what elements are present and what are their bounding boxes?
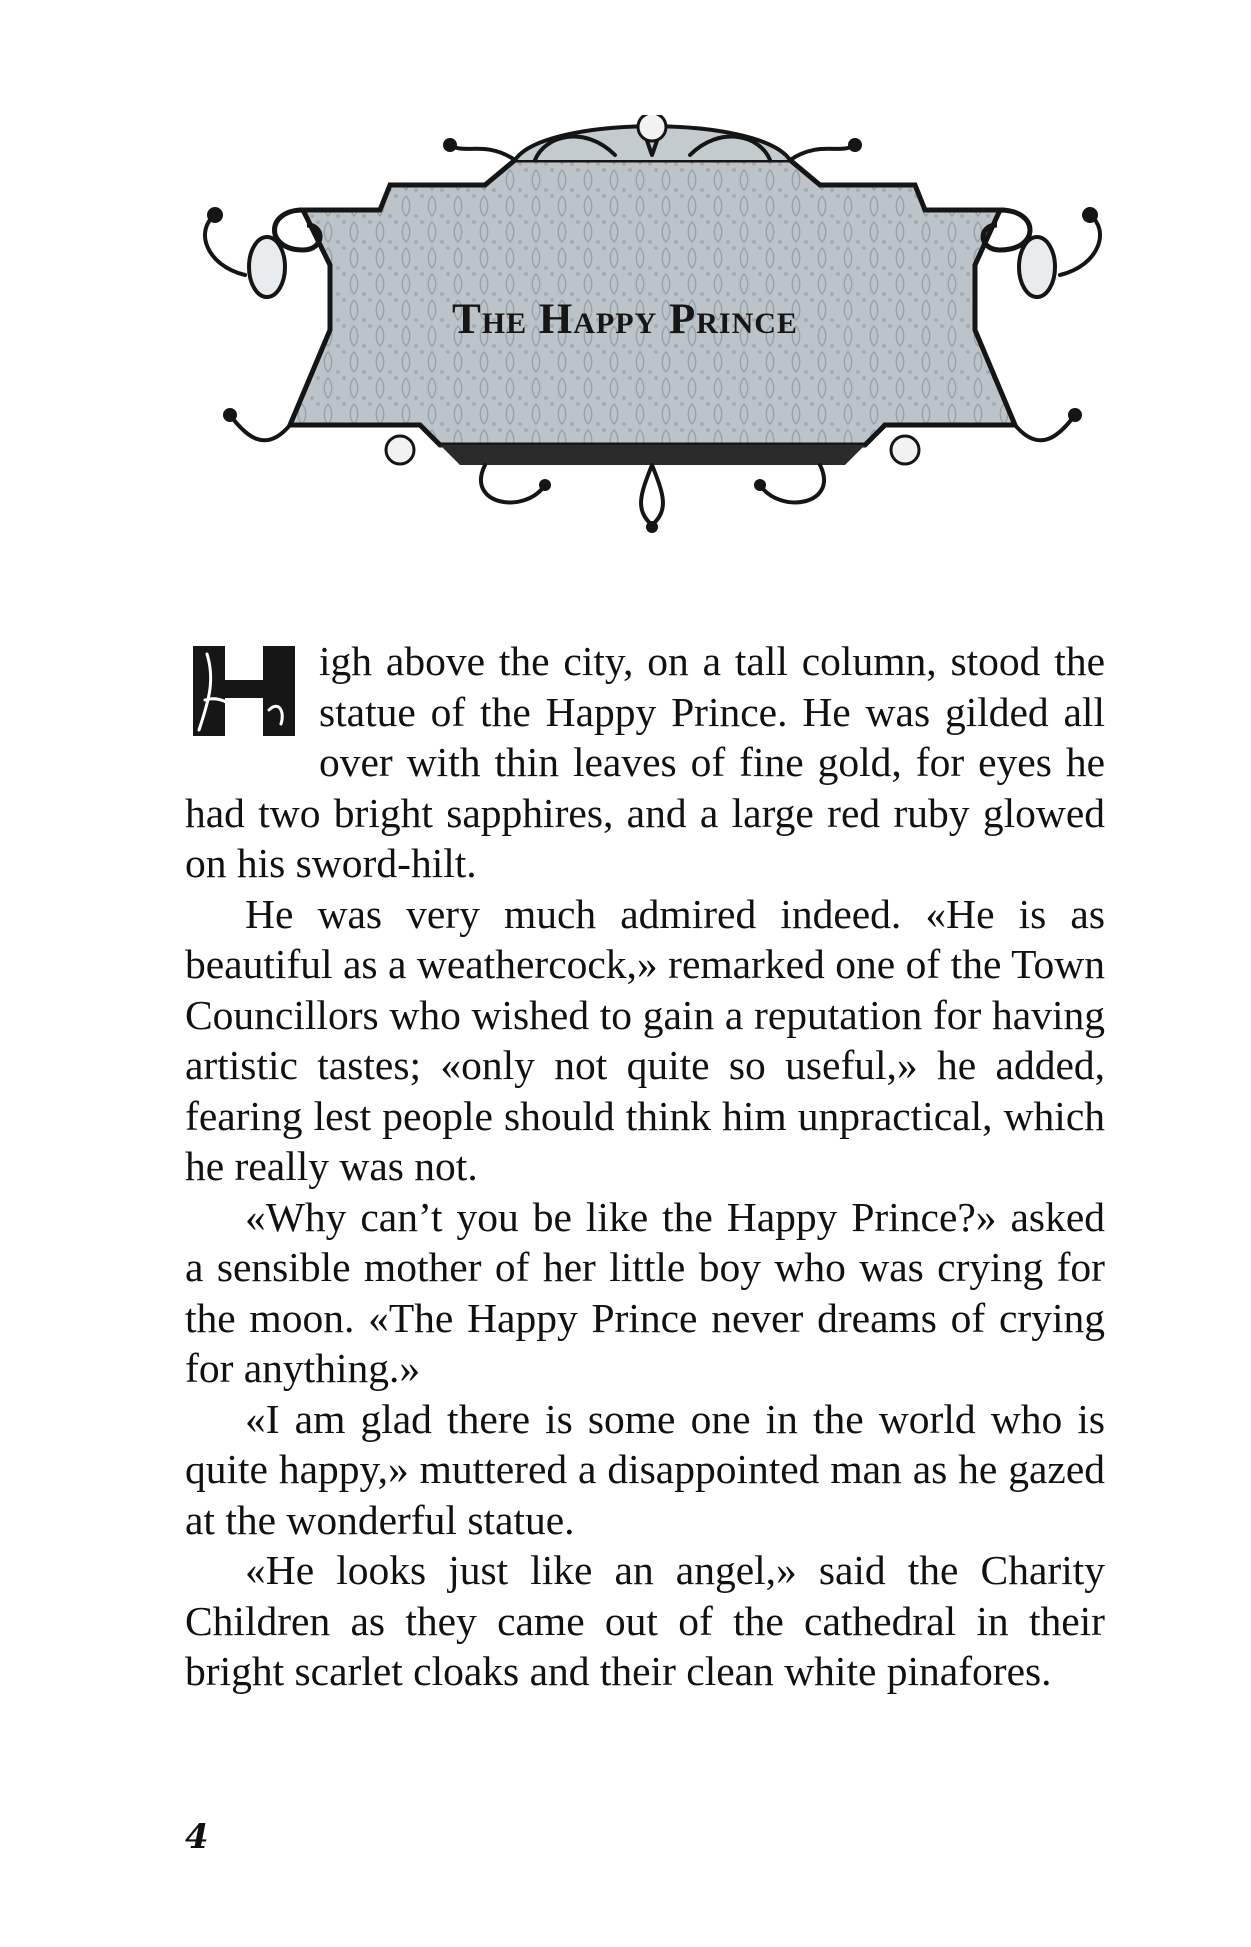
paragraph-1: igh above the city, on a tall column, stood the statue of the Happy Prince. He was gilded all over with thin leaves of fine gold, for eyes he had two bright sapphires, and a large red ruby glowed on his sword-hilt. bbox=[185, 638, 1105, 886]
story-text bbox=[185, 636, 1105, 1697]
paragraph-5: «He looks just like an angel,» said the Charity Children as they came out of the cathedral in their bright scarlet cloaks and their clean white pinafores. bbox=[185, 1547, 1105, 1694]
page-number: 4 bbox=[185, 1817, 209, 1857]
drop-cap-initial bbox=[185, 640, 303, 742]
paragraph-3: «Why can’t you be like the Happy Prince?» asked a sensible mother of her little boy who was crying for the moon. «The Happy Prince never dreams of crying for anything.» bbox=[185, 1193, 1105, 1391]
chapter-title: The Happy Prince bbox=[452, 296, 798, 343]
paragraph-4: «I am glad there is some one in the world who is quite happy,» muttered a disappointed man as he gazed at the wonderful statue. bbox=[185, 1395, 1105, 1543]
paragraph-2: He was very much admired indeed. «He is as beautiful as a weathercock,» remarked one of the Town Councillors who wished to gain a reputation for having artistic tastes; «only not quite so useful,» he added, fearing lest people should think him unpractical, which he really was not. bbox=[185, 890, 1105, 1189]
